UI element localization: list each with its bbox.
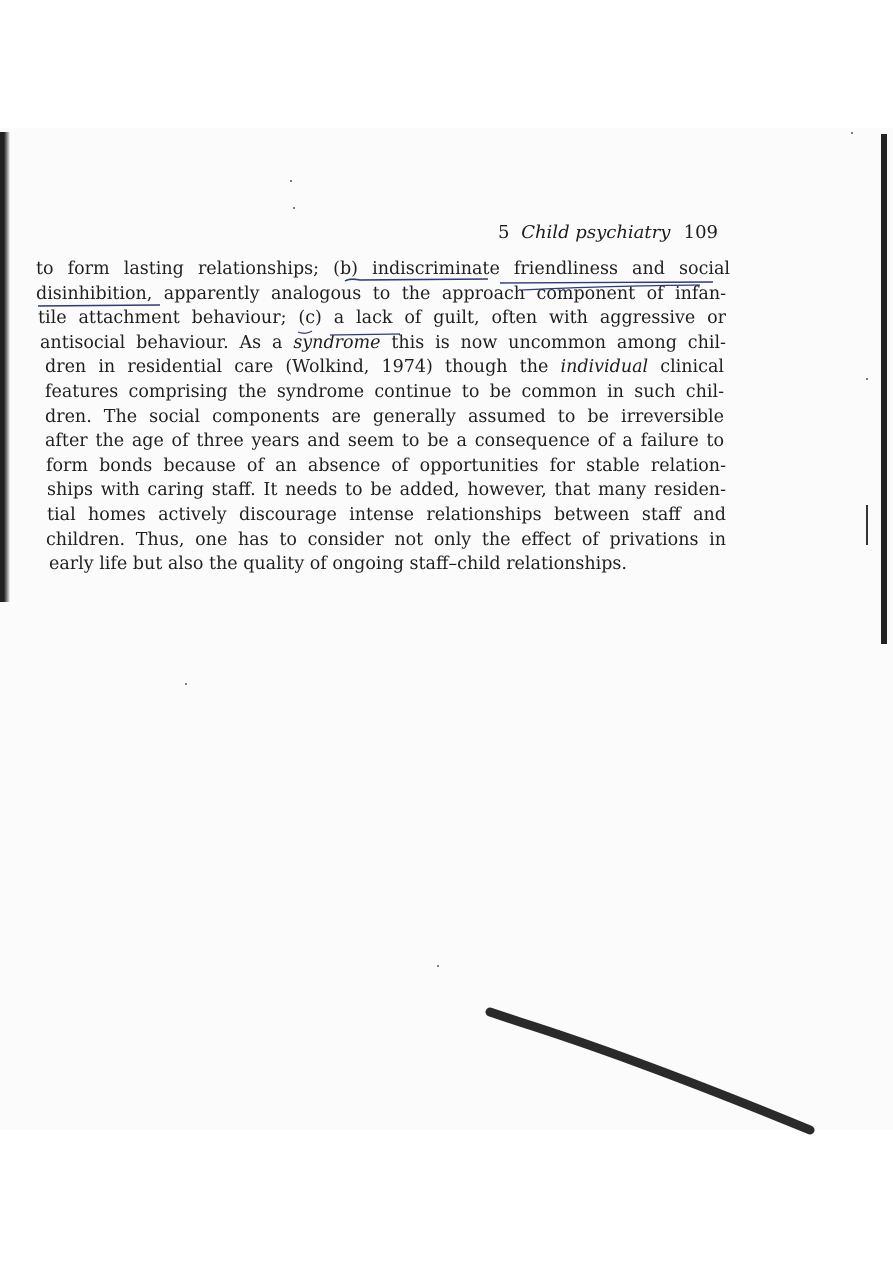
text-line: after the age of three years and seem to be a consequence of a failure to [45,431,724,452]
text-line: children. Thus, one has to consider not only the effect of privations in [46,529,726,550]
text-line [30,331,730,356]
emphasis-individual: individual [560,357,649,378]
text-line: early life but also the quality of ongoing staff–child relationships. [49,554,627,575]
dust-speck [437,965,439,967]
text-segment: antisocial behaviour. As a [40,332,283,353]
running-head [498,222,720,248]
text-line: features comprising the syndrome continue to be common in such chil- [45,381,724,402]
chapter-title: Child psychiatry [521,222,671,243]
text-line: form bonds because of an absence of opportunities for stable relation- [46,455,726,476]
dust-speck [851,132,853,134]
text-line [30,355,730,380]
scan-mark [866,505,868,545]
text-line: to form lasting relationships; (b) indiscriminate friendliness and social [36,259,730,279]
emphasis-syndrome: syndrome [293,332,381,353]
text-line: dren. The social components are generally assumed to be irreversible [45,406,724,427]
dust-speck [185,683,187,685]
text-line: tial homes actively discourage intense relationships between staff and [47,504,726,525]
text-segment: this is now uncommon among chil- [391,332,726,353]
dust-speck [293,207,295,209]
text-segment: dren in residential care (Wolkind, 1974) though the [45,357,549,378]
dust-speck [866,378,868,380]
text-line: disinhibition, apparently analogous to the approach component of infan- [36,283,726,304]
page-number: 109 [683,222,718,243]
page-right-edge-shadow [881,134,887,644]
text-line: ships with caring staff. It needs to be added, however, that many residen- [47,480,726,501]
text-line: tile attachment behaviour; (c) a lack of guilt, often with aggressive or [38,308,726,329]
text-segment: clinical [660,357,724,378]
dust-speck [290,180,292,182]
body-paragraph [30,257,730,577]
chapter-number: 5 [498,222,510,243]
page-left-edge-shadow [0,132,10,602]
